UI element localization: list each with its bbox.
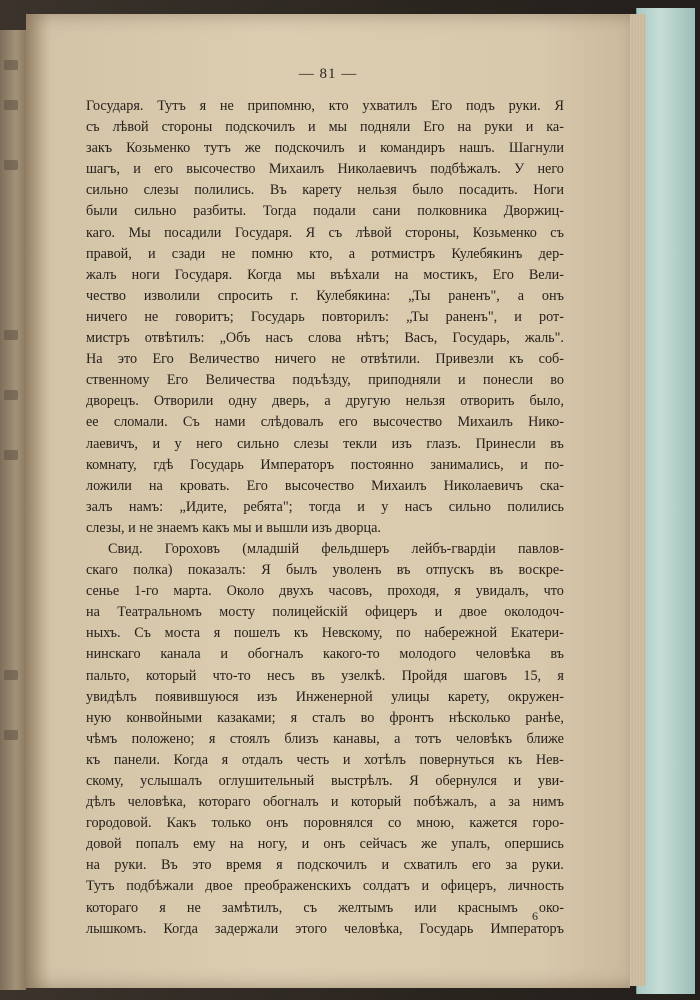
text-line: довой попалъ ему на ногу, и онъ сейчасъ же упалъ, опершись bbox=[86, 836, 564, 853]
text-line: Свид. Гороховъ (младшій фельдшеръ лейбъ-гвардіи павлов- bbox=[108, 540, 564, 557]
facing-page-glyph bbox=[4, 330, 18, 340]
text-line: каго. Мы посадили Государя. Я съ лѣвой стороны, Козьменко съ bbox=[86, 224, 564, 241]
book-page bbox=[26, 14, 630, 988]
facing-page-glyph bbox=[4, 670, 18, 680]
text-line: лышкомъ. Когда задержали этого человѣка, Государь Императоръ bbox=[86, 920, 564, 937]
text-line: слезы, и не знаемъ какъ мы и вышли изъ дворца. bbox=[86, 519, 381, 536]
text-line: чѣмъ положено; я стоялъ близъ канавы, а тотъ человѣкъ ближе bbox=[86, 730, 564, 747]
facing-page-edge bbox=[0, 30, 26, 990]
text-line: ее сломали. Съ нами слѣдовалъ его высочество Михаилъ Нико- bbox=[86, 414, 564, 431]
text-line: ничего не говоритъ; Государь повторилъ: „Ты раненъ", и рот- bbox=[86, 308, 564, 325]
text-line: залъ намъ: „Идите, ребята"; тогда и у насъ сильно полились bbox=[86, 498, 564, 515]
text-line: скаго полка) показалъ: Я былъ уволенъ въ отпускъ въ воскре- bbox=[86, 562, 564, 579]
text-line: жалъ ноги Государя. Когда мы въѣхали на мостикъ, Его Вели- bbox=[86, 266, 564, 283]
facing-page-glyph bbox=[4, 60, 18, 70]
text-line: шагъ, и его высочество Михаилъ Николаевичъ подбѣжалъ. У него bbox=[86, 161, 564, 178]
text-line: дворецъ. Отворили одну дверь, а другую нельзя отворить было, bbox=[86, 393, 564, 410]
facing-page-glyph bbox=[4, 450, 18, 460]
page-body-text bbox=[86, 96, 564, 940]
text-line: ложили на кровать. Его высочество Михаилъ Николаевичъ ска- bbox=[86, 477, 564, 494]
text-line: къ панели. Когда я отдалъ честь и хотѣлъ повернуться къ Нев- bbox=[86, 751, 564, 768]
text-line: лаевичъ, и у него сильно слезы текли изъ глазъ. Принесли въ bbox=[86, 435, 564, 452]
text-line: на Театральномъ мосту полицейскій офицеръ и двое околодоч- bbox=[86, 604, 564, 621]
text-line: ныхъ. Съ моста я пошелъ къ Невскому, по набережной Екатери- bbox=[86, 625, 564, 642]
text-line: правой, и сзади не помню кто, а ротмистръ Кулебякинъ дер- bbox=[86, 245, 564, 262]
page-number: — 81 — bbox=[298, 66, 358, 82]
text-line: ную конвойными казаками; я сталъ во фронтъ нѣсколько ранѣе, bbox=[86, 709, 564, 726]
text-line: чество изволили спросить г. Кулебякина: „Ты раненъ", а онъ bbox=[86, 287, 564, 304]
facing-page-glyph bbox=[4, 160, 18, 170]
text-line: Государя. Тутъ я не припомню, кто ухватилъ Его подъ руки. Я bbox=[86, 98, 564, 114]
text-line: были сильно разбиты. Тогда подали сани полковника Дворжиц- bbox=[86, 203, 564, 220]
text-line: съ лѣвой стороны подскочилъ и мы подняли Его на руки и ка- bbox=[86, 119, 564, 136]
text-line: дѣлъ человѣка, котораго обогналъ и который побѣжалъ, а за нимъ bbox=[86, 794, 564, 811]
signature-mark: 6 bbox=[532, 909, 538, 923]
text-line: увидѣлъ появившуюся изъ Инженерной улицы карету, окружен- bbox=[86, 688, 564, 705]
text-line: закъ Козьменко тутъ же подскочилъ и командиръ нашъ. Шагнули bbox=[86, 140, 564, 157]
text-line: городовой. Какъ только онъ поровнялся со мною, кажется горо- bbox=[86, 815, 564, 832]
text-line: сильно слезы полились. Въ карету нельзя было посадить. Ноги bbox=[86, 182, 564, 199]
text-line: ственному Его Величества подъѣзду, приподняли и понесли во bbox=[86, 372, 564, 389]
text-line: комнату, гдѣ Государь Императоръ постоянно занимались, и по- bbox=[86, 456, 564, 473]
text-line: нинскаго канала и обогналъ какого-то молодого человѣка въ bbox=[86, 646, 564, 663]
text-line: На это Его Величество ничего не отвѣтили. Привезли къ соб- bbox=[86, 351, 564, 368]
text-line: мистръ отвѣтилъ: „Объ насъ слова нѣтъ; Васъ, Государь, жаль". bbox=[86, 330, 564, 347]
facing-page-glyph bbox=[4, 390, 18, 400]
facing-page-glyph bbox=[4, 100, 18, 110]
text-line: сенье 1-го марта. Около двухъ часовъ, проходя, я увидалъ, что bbox=[86, 583, 564, 600]
text-line: скому, услышалъ оглушительный выстрѣлъ. Я обернулся и уви- bbox=[86, 773, 564, 789]
facing-page-glyph bbox=[4, 730, 18, 740]
text-line: на руки. Въ это время я подскочилъ и схватилъ его за руки. bbox=[86, 857, 564, 874]
text-line: котораго я не замѣтилъ, съ желтымъ или краснымъ око- bbox=[86, 899, 564, 916]
text-line: пальто, который что-то несъ въ узелкѣ. Пройдя шаговъ 15, я bbox=[86, 667, 564, 684]
text-line: Тутъ подбѣжали двое преображенскихъ солдатъ и офицеръ, личность bbox=[86, 878, 564, 895]
